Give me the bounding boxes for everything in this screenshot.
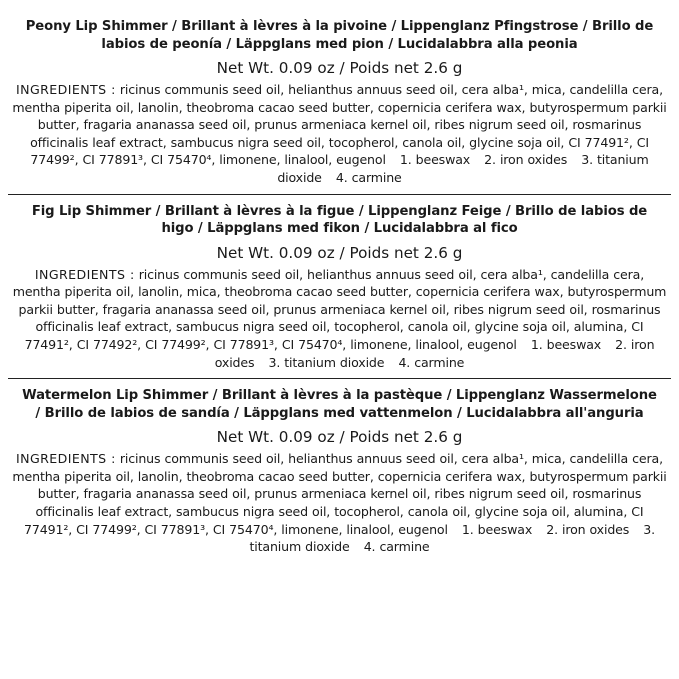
product-title: Peony Lip Shimmer / Brillant à lèvres à la pivoine / Lippenglanz Pfingstrose / Brillo de labios de peonía / Läppglans med pion / Lucidalabbra alla peonia xyxy=(25,19,654,52)
footnote: 1. beeswax xyxy=(461,521,533,537)
product-block-peony xyxy=(8,18,671,187)
ingredients-lead: INGREDIENTS : xyxy=(16,451,116,467)
ingredients-paragraph xyxy=(8,266,671,372)
section-divider xyxy=(8,194,671,195)
footnote: 1. beeswax xyxy=(399,152,471,168)
ingredients-paragraph xyxy=(8,81,671,187)
ingredients-paragraph xyxy=(8,450,671,556)
net-weight: Net Wt. 0.09 oz / Poids net 2.6 g xyxy=(216,428,463,447)
ingredients-list: ricinus communis seed oil, helianthus annuus seed oil, cera alba¹, mica, candelilla cera, mentha piperita oil, lanolin, theobroma cacao seed butter, copernicia cerifera wax, butyrospermum parkii butter, fragaria ananassa seed oil, prunus armeniaca kernel oil, ribes nigrum seed oil, rosmarinus officinalis leaf extract, sambucus nigra seed oil, tocopherol, canola oil, glycine soja oil, CI 77491², CI 77499², CI 77891³, CI 75470⁴, limonene, linalool, eugenol xyxy=(12,82,667,168)
net-weight: Net Wt. 0.09 oz / Poids net 2.6 g xyxy=(216,243,463,262)
footnote: 4. carmine xyxy=(335,169,402,185)
footnote: 4. carmine xyxy=(363,539,430,555)
footnote: 2. iron oxides xyxy=(546,521,630,537)
product-title: Watermelon Lip Shimmer / Brillant à lèvres à la pastèque / Lippenglanz Wassermelone / Brillo de labios de sandía / Läppglans med vattenmelon / Lucidalabbra all'anguria xyxy=(22,388,657,421)
ingredients-lead: INGREDIENTS : xyxy=(16,82,116,97)
footnote: 4. carmine xyxy=(398,354,465,370)
section-divider xyxy=(8,378,671,379)
footnote: 3. titanium dioxide xyxy=(277,152,649,185)
product-block-fig xyxy=(8,203,671,372)
footnote: 1. beeswax xyxy=(530,336,602,352)
footnote: 2. iron oxides xyxy=(214,336,655,370)
ingredients-lead: INGREDIENTS : xyxy=(34,266,135,282)
footnote: 3. titanium dioxide xyxy=(249,521,655,555)
product-title: Fig Lip Shimmer / Brillant à lèvres à la figue / Lippenglanz Feige / Brillo de labios de higo / Läppglans med fikon / Lucidalabbra al fico xyxy=(31,203,648,237)
net-weight: Net Wt. 0.09 oz / Poids net 2.6 g xyxy=(216,59,463,77)
footnote: 2. iron oxides xyxy=(484,152,568,168)
ingredients-list: ricinus communis seed oil, helianthus annuus seed oil, cera alba¹, candelilla cera, mentha piperita oil, lanolin, mica, theobroma cacao seed butter, copernicia cerifera wax, butyrospermum parkii butter, fragaria ananassa seed oil, prunus armeniaca kernel oil, ribes nigrum seed oil, rosmarinus officinalis leaf extract, sambucus nigra seed oil, tocopherol, canola oil, glycine soja oil, alumina, CI 77491², CI 77492², CI 77499², CI 77891³, CI 75470⁴, limonene, linalool, eugenol xyxy=(12,266,667,352)
product-block-watermelon xyxy=(8,387,671,556)
footnote: 3. titanium dioxide xyxy=(268,354,385,370)
ingredients-list: ricinus communis seed oil, helianthus annuus seed oil, cera alba¹, mica, candelilla cera, mentha piperita oil, lanolin, theobroma cacao seed butter, copernicia cerifera wax, butyrospermum parkii butter, fragaria ananassa seed oil, prunus armeniaca kernel oil, ribes nigrum seed oil, rosmarinus officinalis leaf extract, sambucus nigra seed oil, tocopherol, canola oil, glycine soja oil, alumina, CI 77491², CI 77499², CI 77891³, CI 75470⁴, limonene, linalool, eugenol xyxy=(12,451,667,537)
